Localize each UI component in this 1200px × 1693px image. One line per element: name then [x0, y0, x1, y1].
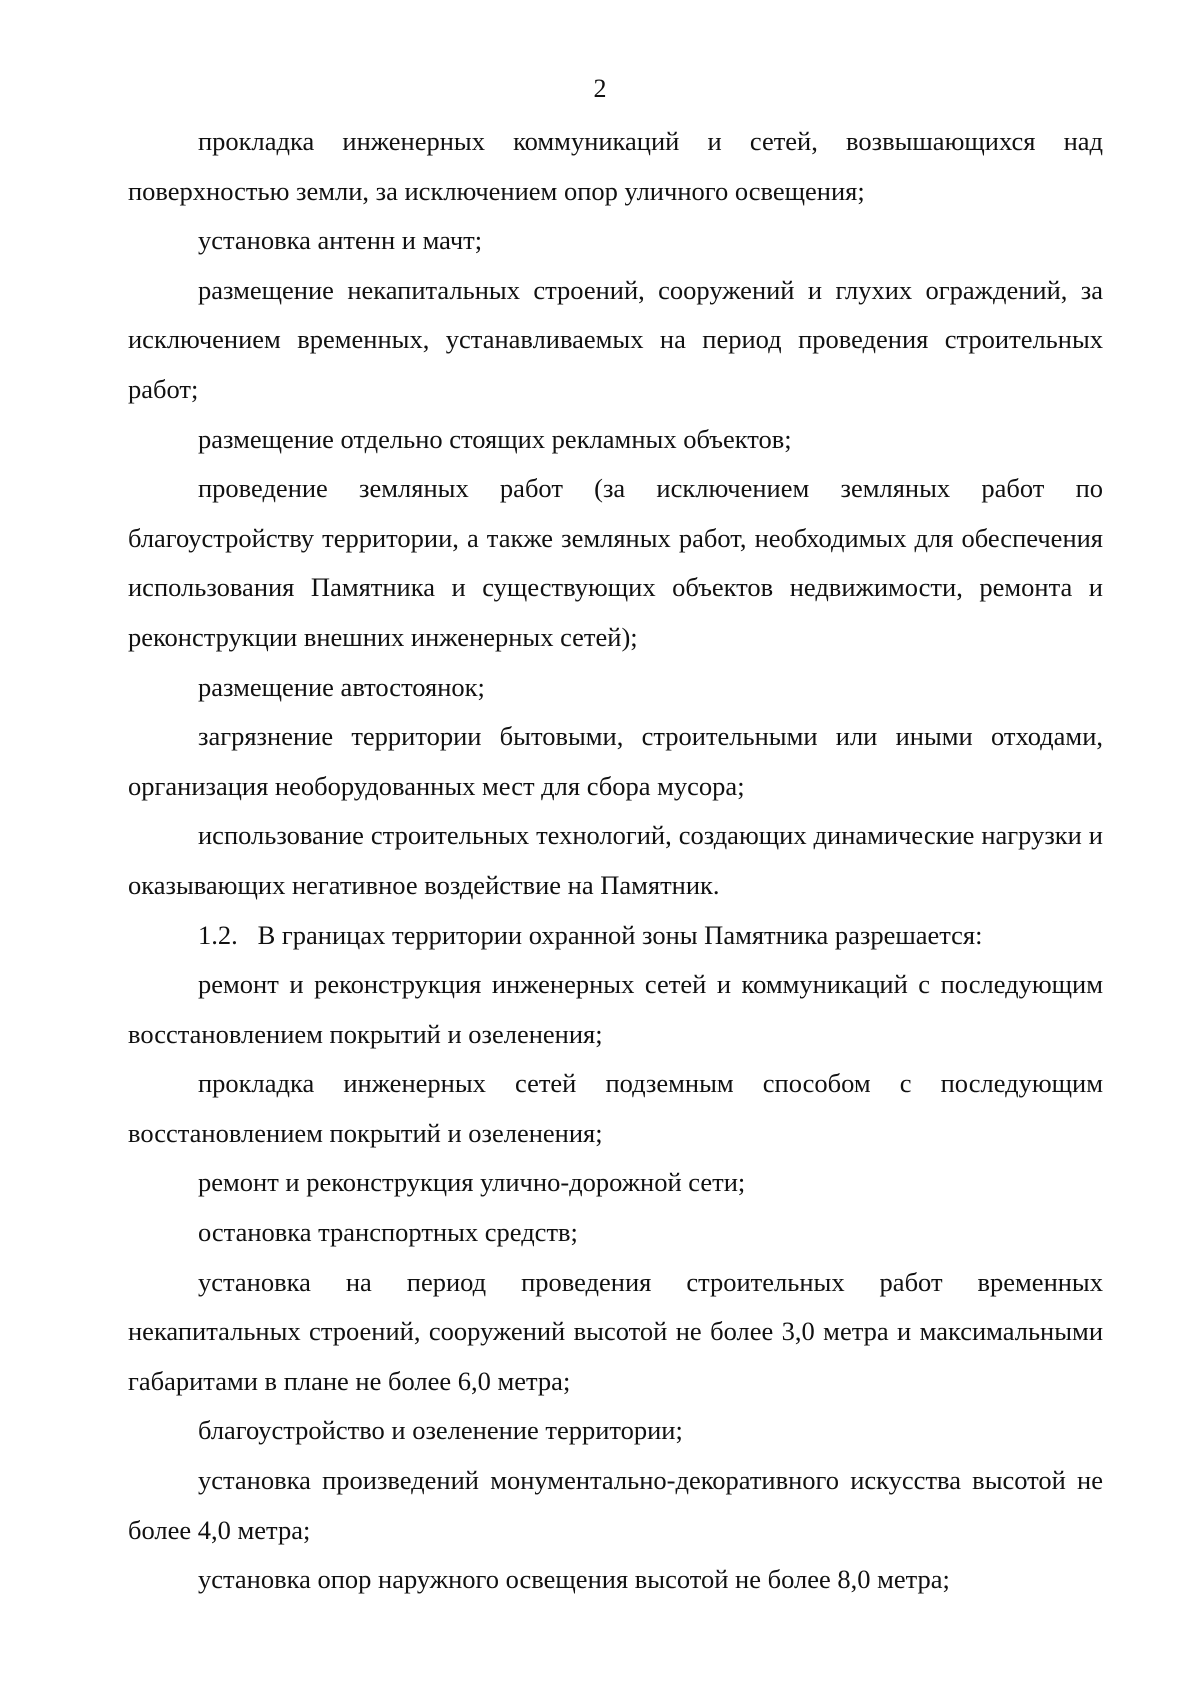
paragraph-temporary-structures: установка на период проведения строительных работ временных некапитальных строений, сооружений высотой не более 3,0 метра и максимальными габаритами в плане не более 6,0 метра; [128, 1266, 1103, 1396]
paragraph-earthworks: проведение земляных работ (за исключением земляных работ по благоустройству территории, а также земляных работ, необходимых для обеспечения использования Памятника и существующих объектов недвижимости, ремонта и реконструкции внешних инженерных сетей); [128, 473, 1103, 652]
section-heading-1-2: 1.2. В границах территории охранной зоны Памятника разрешается: [198, 919, 983, 950]
paragraph-road-network: ремонт и реконструкция улично-дорожной сети; [198, 1167, 746, 1198]
document-body [128, 117, 1103, 1605]
paragraph-pollution: загрязнение территории бытовыми, строительными или иными отходами, организация необорудованных мест для сбора мусора; [128, 721, 1103, 801]
paragraph-landscaping: благоустройство и озеленение территории; [198, 1415, 683, 1446]
paragraph-repair-networks: ремонт и реконструкция инженерных сетей и коммуникаций с последующим восстановлением покрытий и озеленения; [128, 969, 1103, 1049]
paragraph-communications-laying: прокладка инженерных коммуникаций и сетей, возвышающихся над поверхностью земли, за исключением опор уличного освещения; [128, 126, 1103, 206]
paragraph-advertising: размещение отдельно стоящих рекламных объектов; [198, 423, 792, 454]
paragraph-vehicle-stop: остановка транспортных средств; [198, 1217, 578, 1248]
paragraph-lighting-poles: установка опор наружного освещения высотой не более 8,0 метра; [198, 1564, 950, 1595]
page-number: 2 [593, 74, 607, 103]
paragraph-non-capital-structures: размещение некапитальных строений, сооружений и глухих ограждений, за исключением временных, устанавливаемых на период проведения строительных работ; [128, 274, 1103, 404]
paragraph-underground-networks: прокладка инженерных сетей подземным способом с последующим восстановлением покрытий и озеленения; [128, 1068, 1103, 1148]
paragraph-antennas: установка антенн и мачт; [198, 225, 483, 256]
paragraph-parking: размещение автостоянок; [198, 671, 485, 702]
paragraph-monumental-art: установка произведений монументально-декоративного искусства высотой не более 4,0 метра; [128, 1465, 1103, 1545]
paragraph-construction-tech: использование строительных технологий, создающих динамические нагрузки и оказывающих негативное воздействие на Памятник. [128, 820, 1103, 900]
